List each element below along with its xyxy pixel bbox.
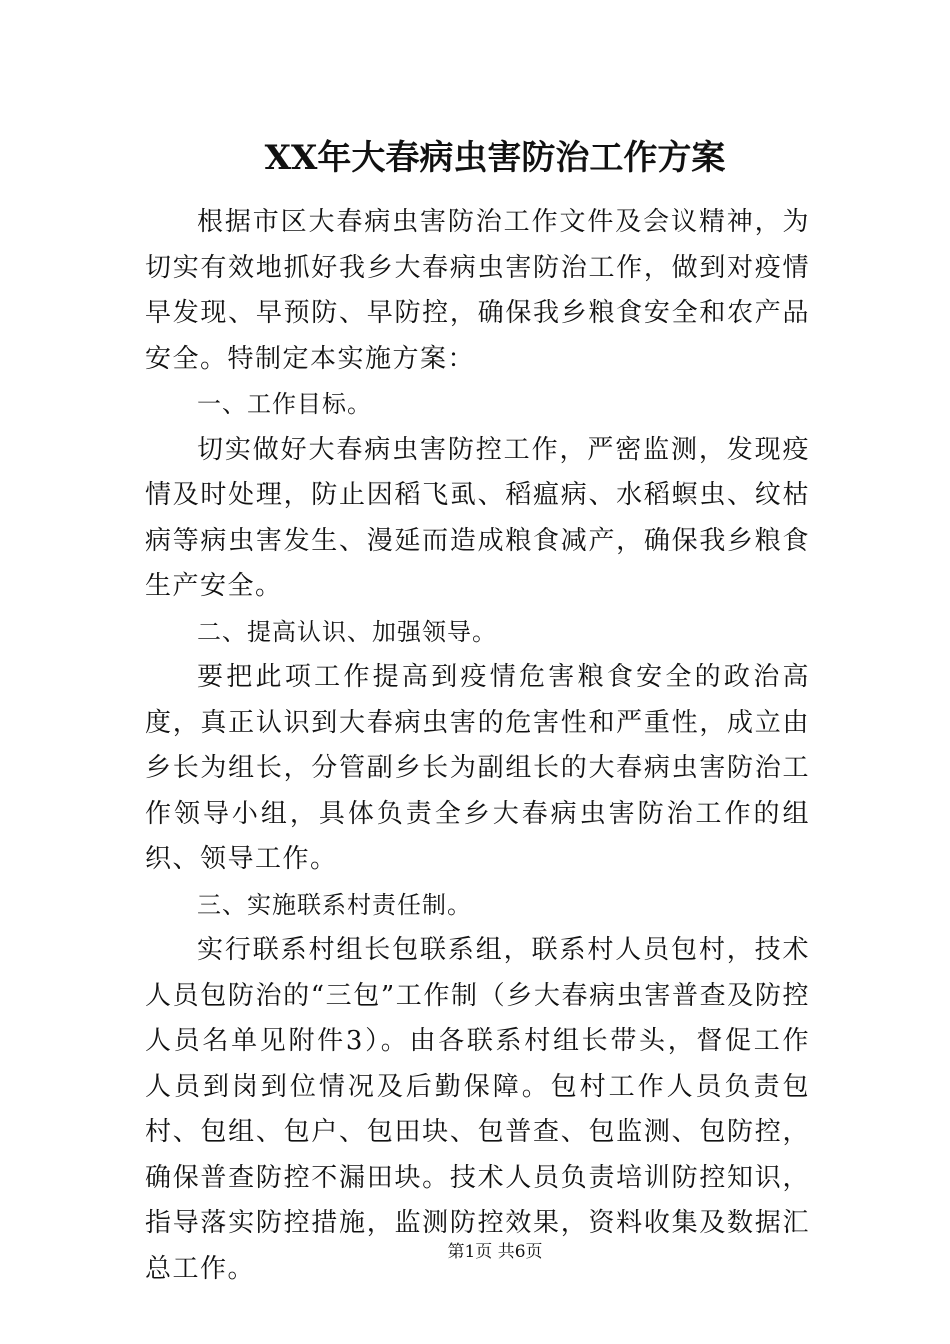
page-number-footer: 第1页 共6页 [447, 1242, 543, 1262]
section-heading-responsibility: 三、实施联系村责任制。 [197, 890, 472, 919]
intro-paragraph: 根据市区大春病虫害防治工作文件及会议精神，为切实有效地抓好我乡大春病虫害防治工作，做到对疫情早发现、早预防、早防控，确保我乡粮食安全和农产品安全。特制定本实施方案： [145, 207, 810, 374]
section-body-leadership: 要把此项工作提高到疫情危害粮食安全的政治高度，真正认识到大春病虫害的危害性和严重性，成立由乡长为组长，分管副乡长为副组长的大春病虫害防治工作领导小组，具体负责全乡大春病虫害防治工作的组织、领导工作。 [145, 662, 810, 874]
section-body-responsibility: 实行联系村组长包联系组，联系村人员包村，技术人员包防治的“三包”工作制（乡大春病虫害普查及防控人员名单见附件3）。由各联系村组长带头，督促工作人员到岗到位情况及后勤保障。包村工作人员负责包村、包组、包户、包田块、包普查、包监测、包防控，确保普查防控不漏田块。技术人员负责培训防控知识，指导落实防控措施，监测防控效果，资料收集及数据汇总工作。 [145, 935, 810, 1284]
section-heading-goals: 一、工作目标。 [197, 390, 372, 418]
document-body [145, 200, 810, 1292]
section-body-goals: 切实做好大春病虫害防控工作，严密监测，发现疫情及时处理，防止因稻飞虱、稻瘟病、水稻螟虫、纹枯病等病虫害发生、漫延而造成粮食减产，确保我乡粮食生产安全。 [145, 434, 810, 601]
section-heading-leadership: 二、提高认识、加强领导。 [197, 617, 497, 646]
document-title: XX年大春病虫害防治工作方案 [264, 138, 726, 178]
